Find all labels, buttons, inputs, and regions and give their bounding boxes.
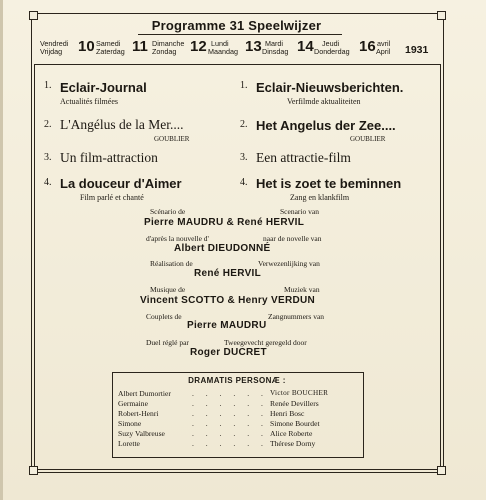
credit-caption-nl: Verwezenlijking van [258,259,320,268]
credit-caption-nl: naar de novelle van [263,234,322,243]
programme-fr-item-3-title: Un film-attraction [60,150,158,165]
cast-row: Albert Dumortier . . . . . . Victor BOUCHER [118,389,329,398]
programme-nl-item-1-title: Eclair-Nieuwsberichten. [256,80,404,95]
item-number: 2. [44,119,52,130]
programme-nl-item-2-title: Het Angelus der Zee.... [256,118,396,133]
credit-name-lyrics: Pierre MAUDRU [187,320,267,331]
item-number: 2. [240,119,248,130]
credit-caption-fr: Scénario de [150,207,186,216]
item-number: 4. [240,177,248,188]
year: 1931 [405,44,429,56]
programme-fr-item-2-subtitle: GOUBLIER [154,135,190,143]
cast-row: Lorette . . . . . . Thérese Dorny [118,439,316,448]
credit-caption-fr: Musique de [150,285,186,294]
credit-name-novel: Albert DIEUDONNÉ [174,243,271,254]
programme-title: Programme 31 Speelwijzer [151,18,322,33]
programme-fr-item-4-subtitle: Film parlé et chanté [80,193,144,202]
cast-row: Germaine . . . . . . Renée Devillers [118,399,319,408]
credit-name-director: René HERVIL [194,268,262,279]
programme-nl-item-4-subtitle: Zang en klankfilm [290,193,350,202]
credit-caption-nl: Tweegevecht geregeld door [224,338,307,347]
credit-name-screenplay: Pierre MAUDRU & René HERVIL [144,217,305,228]
frame-corner-ornament [437,466,446,475]
item-number: 4. [44,177,52,188]
credit-caption-nl: Muziek van [284,285,320,294]
programme-fr-item-2-title: L'Angélus de la Mer.... [60,117,184,132]
cast-title: DRAMATIS PERSONÆ : [188,376,286,385]
credit-name-music: Vincent SCOTTO & Henry VERDUN [140,295,316,306]
credit-caption-fr: Duel réglé par [146,338,189,347]
programme-nl-item-1-subtitle: Verfilmde aktualiteiten [287,97,361,106]
page-binding-edge [0,0,3,500]
credit-name-duel: Roger DUCRET [190,347,267,358]
credit-caption-fr: Réalisation de [150,259,193,268]
credit-caption-fr: d'après la nouvelle d' [146,234,209,243]
programme-nl-item-4-title: Het is zoet te beminnen [256,176,402,191]
item-number: 1. [240,80,248,91]
programme-fr-item-1-title: Eclair-Journal [60,80,147,95]
item-number: 3. [240,152,248,163]
title-underline [138,34,342,35]
frame-corner-ornament [29,466,38,475]
item-number: 1. [44,80,52,91]
programme-fr-item-4-title: La douceur d'Aimer [60,176,182,191]
credit-caption-fr: Couplets de [146,312,182,321]
programme-nl-item-3-title: Een attractie-film [256,150,351,165]
cast-row: Robert-Henri . . . . . . Henri Bosc [118,409,305,418]
programme-fr-item-1-subtitle: Actualités filmées [60,97,118,106]
credit-caption-nl: Scenario van [280,207,319,216]
item-number: 3. [44,152,52,163]
programme-page: Programme 31 Speelwijzer Vendredi Vrijdag 10 Samedi Zaterdag 11 Dimanche Zondag 12 Lundi Maandag 13 Mardi Dinsdag 14 Jeudi Donderdag 16 avril April 1931 1. Eclair-Journal Actualités filmées 2. L'Angélus de la Mer.... GOUBLIER 3. Un film-attraction 4. La douceur d'Aimer Film parlé et chanté 1. Eclair-Nieuwsberichten. Verfilmde aktualiteiten 2. Het Angelus der Zee.... GOUBLIER 3. Een attractie-film 4. Het is zoet te beminnen Zang en klankfilm Scénario de Scenario van Pierre MAUDRU & René HERVIL d'après la nouvelle d' naar de novelle van Albert DIEUDONNÉ Réalisation de Verwezenlijking van René HERVIL Musique de Muziek van Vincent SCOTTO & Henry VERDUN Couplets de Zangnummers van Pierre MAUDRU Duel réglé par Tweegevecht geregeld door Roger DUCRET DRAMATIS PERSONÆ : Albert Dumortier . . . . . . Victor BOUCHER Germaine . . . . . . Renée Devillers Robert-Henri . . . . . . Henri Bosc Simone . . . . . . Simone Bourdet Suzy Valbreuse . . . . . . Alice Roberte Lorette . . . . . . Thérese Dorny [0,0,486,500]
programme-nl-item-2-subtitle: GOUBLIER [350,135,386,143]
cast-row: Suzy Valbreuse . . . . . . Alice Roberte [118,429,313,438]
cast-row: Simone . . . . . . Simone Bourdet [118,419,320,428]
credit-caption-nl: Zangnummers van [268,312,325,321]
